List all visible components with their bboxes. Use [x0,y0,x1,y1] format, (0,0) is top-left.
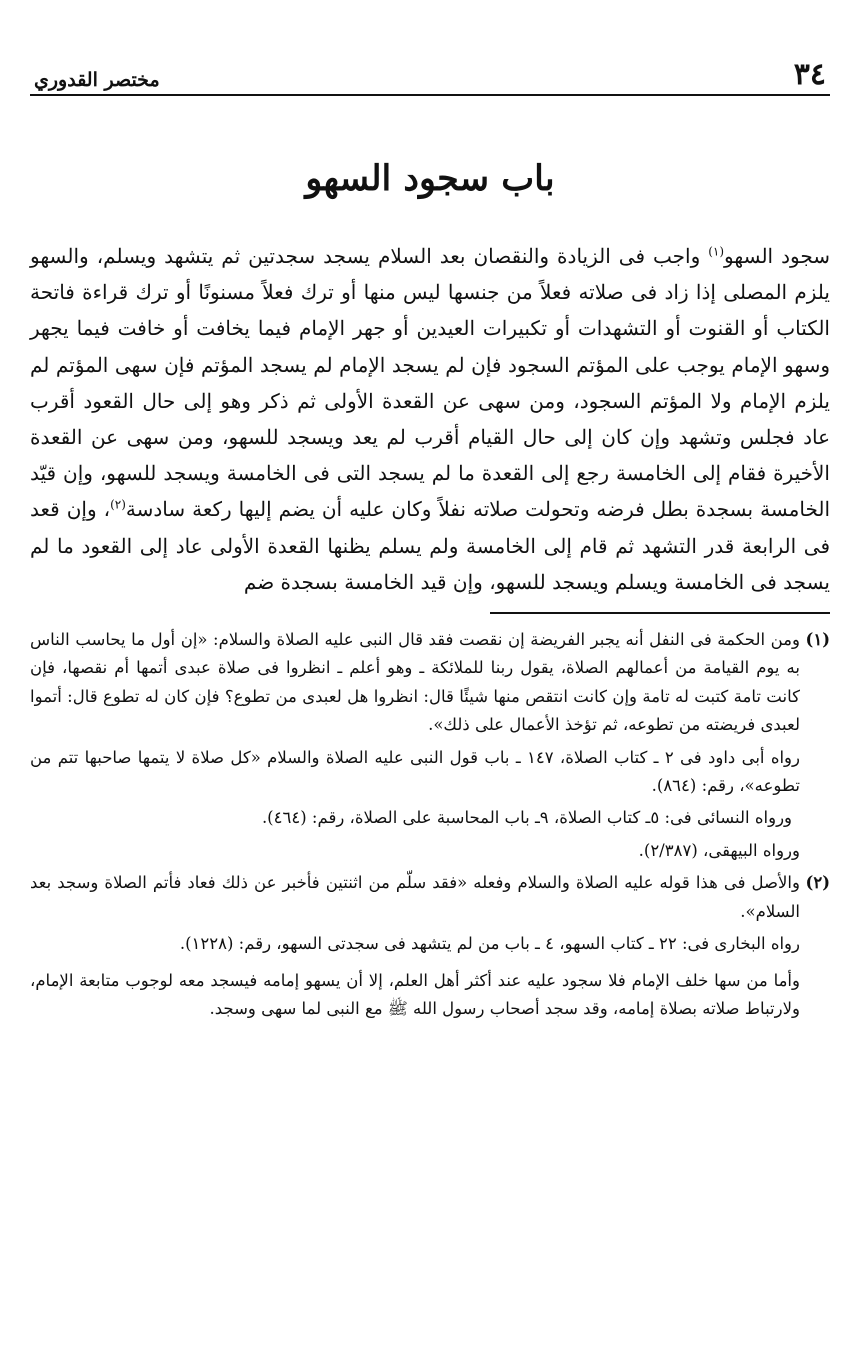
footnote-divider [490,612,830,614]
footnote-paragraph: ورواه البيهقى، (٢/٣٨٧). [638,840,800,860]
footnote-ref-2: (٢) [110,497,126,512]
footnote-content [30,869,800,962]
main-text-start: سجود السهو [724,244,830,268]
footnote-1 [30,626,830,869]
page-header [30,48,830,96]
footnote-2 [30,869,830,962]
footnote-number: (٢) [805,873,830,893]
footnote-paragraph: رواه البخارى فى: ٢٢ ـ كتاب السهو، ٤ ـ باب من لم يتشهد فى سجدتى السهو، رقم: (١٢٢٨). [179,934,800,954]
footnote-paragraph: ومن الحكمة فى النفل أنه يجبر الفريضة إن نقصت فقد قال النبى عليه الصلاة والسلام: «إن أول ما يحاسب الناس به يوم القيامة من أعمالهم الصلاة، يقول ربنا للملائكة ـ وهو أعلم ـ انظروا فى صلاة عبدى أتمها أم نقصها، فإن كانت تامة كتبت له تامة وإن كانت انتقص منها شيئًا قال: انظروا هل لعبدى من تطوع؟ فإن كان له تطوع قال: أتموا لعبدى فريضته من تطوعه، ثم تؤخذ الأعمال على ذلك». [30,630,800,735]
running-title: مختصر القدوري [34,69,160,91]
footnote-ref-1: (١) [708,244,725,259]
footnotes [30,626,830,1023]
chapter-title: باب سجود السهو [305,158,555,199]
main-paragraph [30,238,830,600]
footnote-closing-paragraph: وأما من سها خلف الإمام فلا سجود عليه عند أكثر أهل العلم، إلا أن يسهو إمامه فيسجد معه لوجوب متابعة الإمام، ولارتباط صلاته بصلاة إمامه، وقد سجد أصحاب رسول الله ﷺ مع النبى لما سهى وسجد. [30,970,800,1018]
main-text-end: ، وإن قعد فى الرابعة قدر التشهد ثم قام إلى الخامسة ولم يسلم يظنها القعدة الأولى عاد إلى القعود ما لم يسجد فى الخامسة ويسلم ويسجد للسهو، وإن قيد الخامسة بسجدة ضم [30,497,830,594]
footnote-paragraph: رواه أبى داود فى ٢ ـ كتاب الصلاة، ١٤٧ ـ باب قول النبى عليه الصلاة والسلام «كل صلاة لا يتمها صاحبها تتم من تطوعه»، رقم: (٨٦٤). [30,747,800,796]
page-number: ٣٤ [793,57,826,92]
footnote-paragraph: والأصل فى هذا قوله عليه الصلاة والسلام وفعله «فقد سلّم من اثنتين فأخبر عن ذلك فعاد فأتم الصلاة وسجد بعد السلام». [30,873,800,921]
main-text-middle: واجب فى الزيادة والنقصان بعد السلام يسجد سجدتين ثم يتشهد ويسلم، والسهو يلزم المصلى إذا زاد فى صلاته فعلاً من جنسها ليس منها أو ترك فعلاً مسنونًا أو ترك قراءة فاتحة الكتاب أو القنوت أو التشهدات أو تكبيرات العيدين أو جهر الإمام فيما يخافت أو خافت فيما يجهر وسهو الإمام يوجب على المؤتم السجود فإن لم يسجد الإمام لم يسجد المؤتم فإن سهى المؤتم لم يلزم الإمام ولا المؤتم السجود، ومن سهى عن القعدة الأولى ثم ذكر وهو إلى حال القعود أقرب عاد فجلس وتشهد وإن كان إلى حال القيام أقرب لم يعد ويسجد للسهو، ومن سهى عن القعدة الأخيرة فقام إلى الخامسة رجع إلى القعدة ما لم يسجد التى فى الخامسة ويسجد للسهو، وإن قيّد الخامسة بسجدة بطل فرضه وتحولت صلاته نفلاً وكان عليه أن يضم إليها ركعة سادسة [30,244,831,522]
footnote-content [30,626,800,869]
footnote-number: (١) [805,630,830,650]
book-page [30,48,830,1348]
footnote-paragraph: ورواه النسائى فى: ٥ـ كتاب الصلاة، ٩ـ باب المحاسبة على الصلاة، رقم: (٤٦٤). [261,808,792,828]
